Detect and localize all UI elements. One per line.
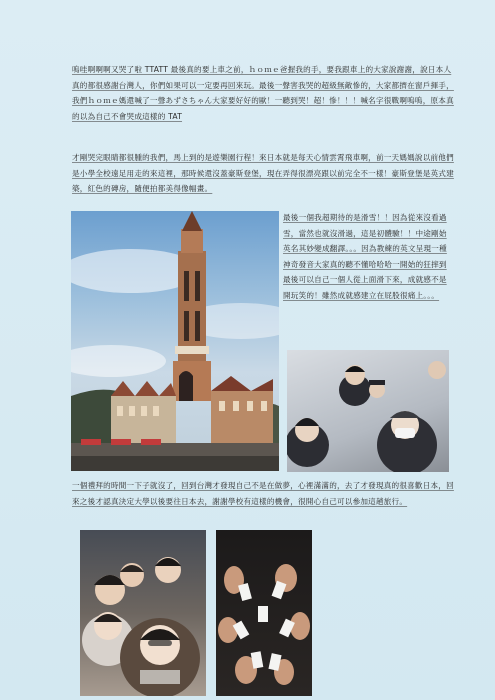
paragraph-skiing: 最後一個我超期待的是滑雪！！因為從來沒看過雪，當然也就沒滑過，這是初體驗！！中途剛始英名其妙變成翻譯。。。因為教練的英文呈現一種神奇發音大家真的聽不懂哈哈哈一開始的狂摔到最後可以自己一個人從上面滑下來，成就感不是開玩笑的！雖然成就感建立在屁股很痛上。。。 [283, 213, 447, 300]
photo-hands-holding-cards [216, 530, 312, 696]
photo-ski-group [287, 350, 449, 472]
photo-huis-ten-bosch-tower [71, 211, 279, 471]
paragraph-huis-ten-bosch: 才剛哭完眼睛都很腫的我們，馬上到的是遊樂園行程！來日本就是每天心情雲霄飛車啊，前一天媽媽說以前他們是小學全校遠足用走的來這裡，那時候還沒蓋豪斯登堡，現在弄得很漂亮跟以前完全不一樣！豪斯登堡是英式建築，紅色的磚房，隨便拍都美得像幅畫。 [72, 153, 454, 193]
photo-friends-selfie [80, 530, 206, 696]
paragraph-farewell: 嗚哇啊啊啊又哭了啦 TTATT 最後真的要上車之前，ｈｏｍｅ爸握我的手，要我跟車上的大家說謝謝，說日本人真的都很感謝台灣人，你們如果可以一定要再回來玩。最後一聲害我哭的超級無敵慘的，大家都擠在窗戶揮手，我們ｈｏｍｅ媽還喊了一聲あずさちゃん大家要好好的歐！一聽到哭！超！慘！！！喊名字很戰啊嗚嗚，原本真的以為自己不會哭成這樣的 TAT [72, 65, 454, 121]
paragraph-conclusion: 一個禮拜的時間一下子就沒了，回到台灣才發現自己不是在做夢，心裡滿滿的，去了才發現真的很喜歡日本，回來之後才認真決定大學以後要往日本去，謝謝學校有這樣的機會，很開心自己可以參加這趟旅行。 [72, 481, 454, 506]
